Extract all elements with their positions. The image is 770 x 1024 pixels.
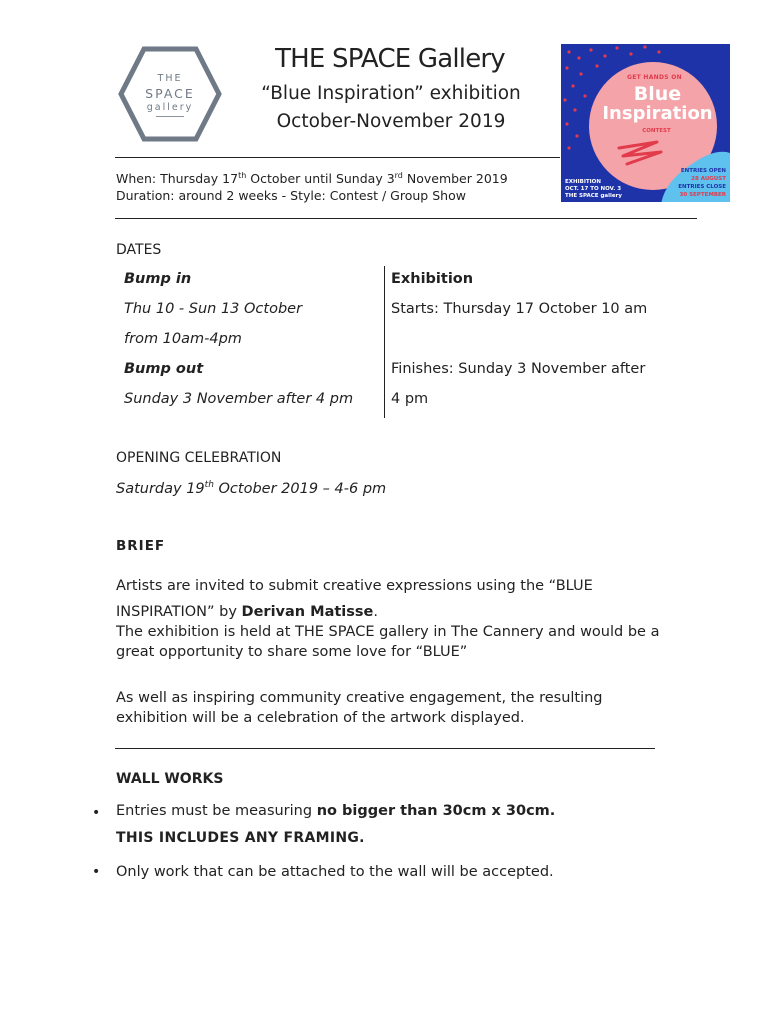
poster-entries-close-date: 30 SEPTEMBER <box>679 192 726 198</box>
exhibition-label: Exhibition <box>391 271 474 287</box>
brief-line <box>116 602 676 622</box>
bump-out-label: Bump out <box>124 361 204 377</box>
opening-date-text: Saturday 19 <box>116 480 205 497</box>
exhibition-finishes: Finishes: Sunday 3 November after <box>391 361 646 377</box>
poster-get-hands-on: GET HANDS ON <box>626 74 682 81</box>
when-text: November 2019 <box>402 171 508 187</box>
bullet-icon: • <box>92 805 101 821</box>
opening-date-text: October 2019 – 4-6 pm <box>213 480 387 497</box>
poster-entries-open: ENTRIES OPEN <box>680 168 726 174</box>
brief-line: Artists are invited to submit creative expressions using the “BLUE <box>116 578 593 594</box>
poster-title-inspiration: Inspiration <box>602 103 713 124</box>
poster-exhibition-venue: THE SPACE gallery <box>565 193 622 199</box>
divider <box>115 748 655 749</box>
when-text: When: Thursday 17 <box>116 171 239 187</box>
list-item: Only work that can be attached to the wall will be accepted. <box>116 864 554 880</box>
poster-contest: CONTEST <box>642 128 671 134</box>
bump-in-label: Bump in <box>124 271 192 287</box>
exhibition-period: October-November 2019 <box>276 111 506 132</box>
duration-line: Duration: around 2 weeks - Style: Contest / Group Show <box>116 188 466 203</box>
poster-title-blue: Blue <box>633 83 682 105</box>
brief-line: exhibition will be a celebration of the artwork displayed. <box>116 710 525 726</box>
exhibition-starts: Starts: Thursday 17 October 10 am <box>391 301 648 317</box>
exhibition-subtitle: “Blue Inspiration” exhibition <box>261 83 521 104</box>
wall-works-heading: WALL WORKS <box>116 771 224 787</box>
table-divider <box>384 266 385 418</box>
opening-heading: OPENING CELEBRATION <box>116 450 282 466</box>
logo-line-the: THE <box>157 73 183 84</box>
brief-heading: BRIEF <box>116 538 166 554</box>
bump-out-date: Sunday 3 November after 4 pm <box>124 391 354 407</box>
poster-entries-open-date: 28 AUGUST <box>691 176 726 182</box>
logo-line-gallery: gallery <box>146 102 194 113</box>
gallery-logo <box>118 46 222 142</box>
logo-line-space: SPACE <box>145 86 195 101</box>
dates-heading: DATES <box>116 242 162 258</box>
poster-entries-close: ENTRIES CLOSE <box>678 184 726 190</box>
opening-date <box>116 480 386 497</box>
bump-in-time: from 10am-4pm <box>124 331 242 347</box>
list-item-text: Entries must be measuring <box>116 803 317 819</box>
when-sup: th <box>238 171 247 180</box>
when-text: October until Sunday 3 <box>246 171 395 187</box>
exhibition-finishes-time: 4 pm <box>391 391 429 407</box>
framing-note: THIS INCLUDES ANY FRAMING. <box>116 830 365 846</box>
opening-date-sup: th <box>204 480 214 490</box>
logo-underline <box>156 116 184 117</box>
brief-text: . <box>373 604 378 620</box>
brief-text: INSPIRATION” by <box>116 604 242 620</box>
divider <box>115 157 560 158</box>
list-item <box>116 803 555 819</box>
poster-exhibition-dates: OCT. 17 TO NOV. 3 <box>565 186 622 192</box>
when-line <box>116 171 508 186</box>
bullet-icon: • <box>92 864 101 880</box>
poster-exhibition-label: EXHIBITION <box>565 179 601 185</box>
brief-line: The exhibition is held at THE SPACE gallery in The Cannery and would be a <box>116 624 660 640</box>
size-limit: no bigger than 30cm x 30cm. <box>316 803 556 819</box>
bump-in-date: Thu 10 - Sun 13 October <box>124 301 303 317</box>
divider <box>115 218 697 219</box>
exhibition-poster <box>561 44 730 202</box>
brand-name: Derivan Matisse <box>241 604 374 620</box>
brief-line: As well as inspiring community creative engagement, the resulting <box>116 690 603 706</box>
brief-line: great opportunity to share some love for “BLUE” <box>116 644 468 660</box>
when-sup: rd <box>394 171 403 180</box>
page-title: THE SPACE Gallery <box>275 44 505 74</box>
